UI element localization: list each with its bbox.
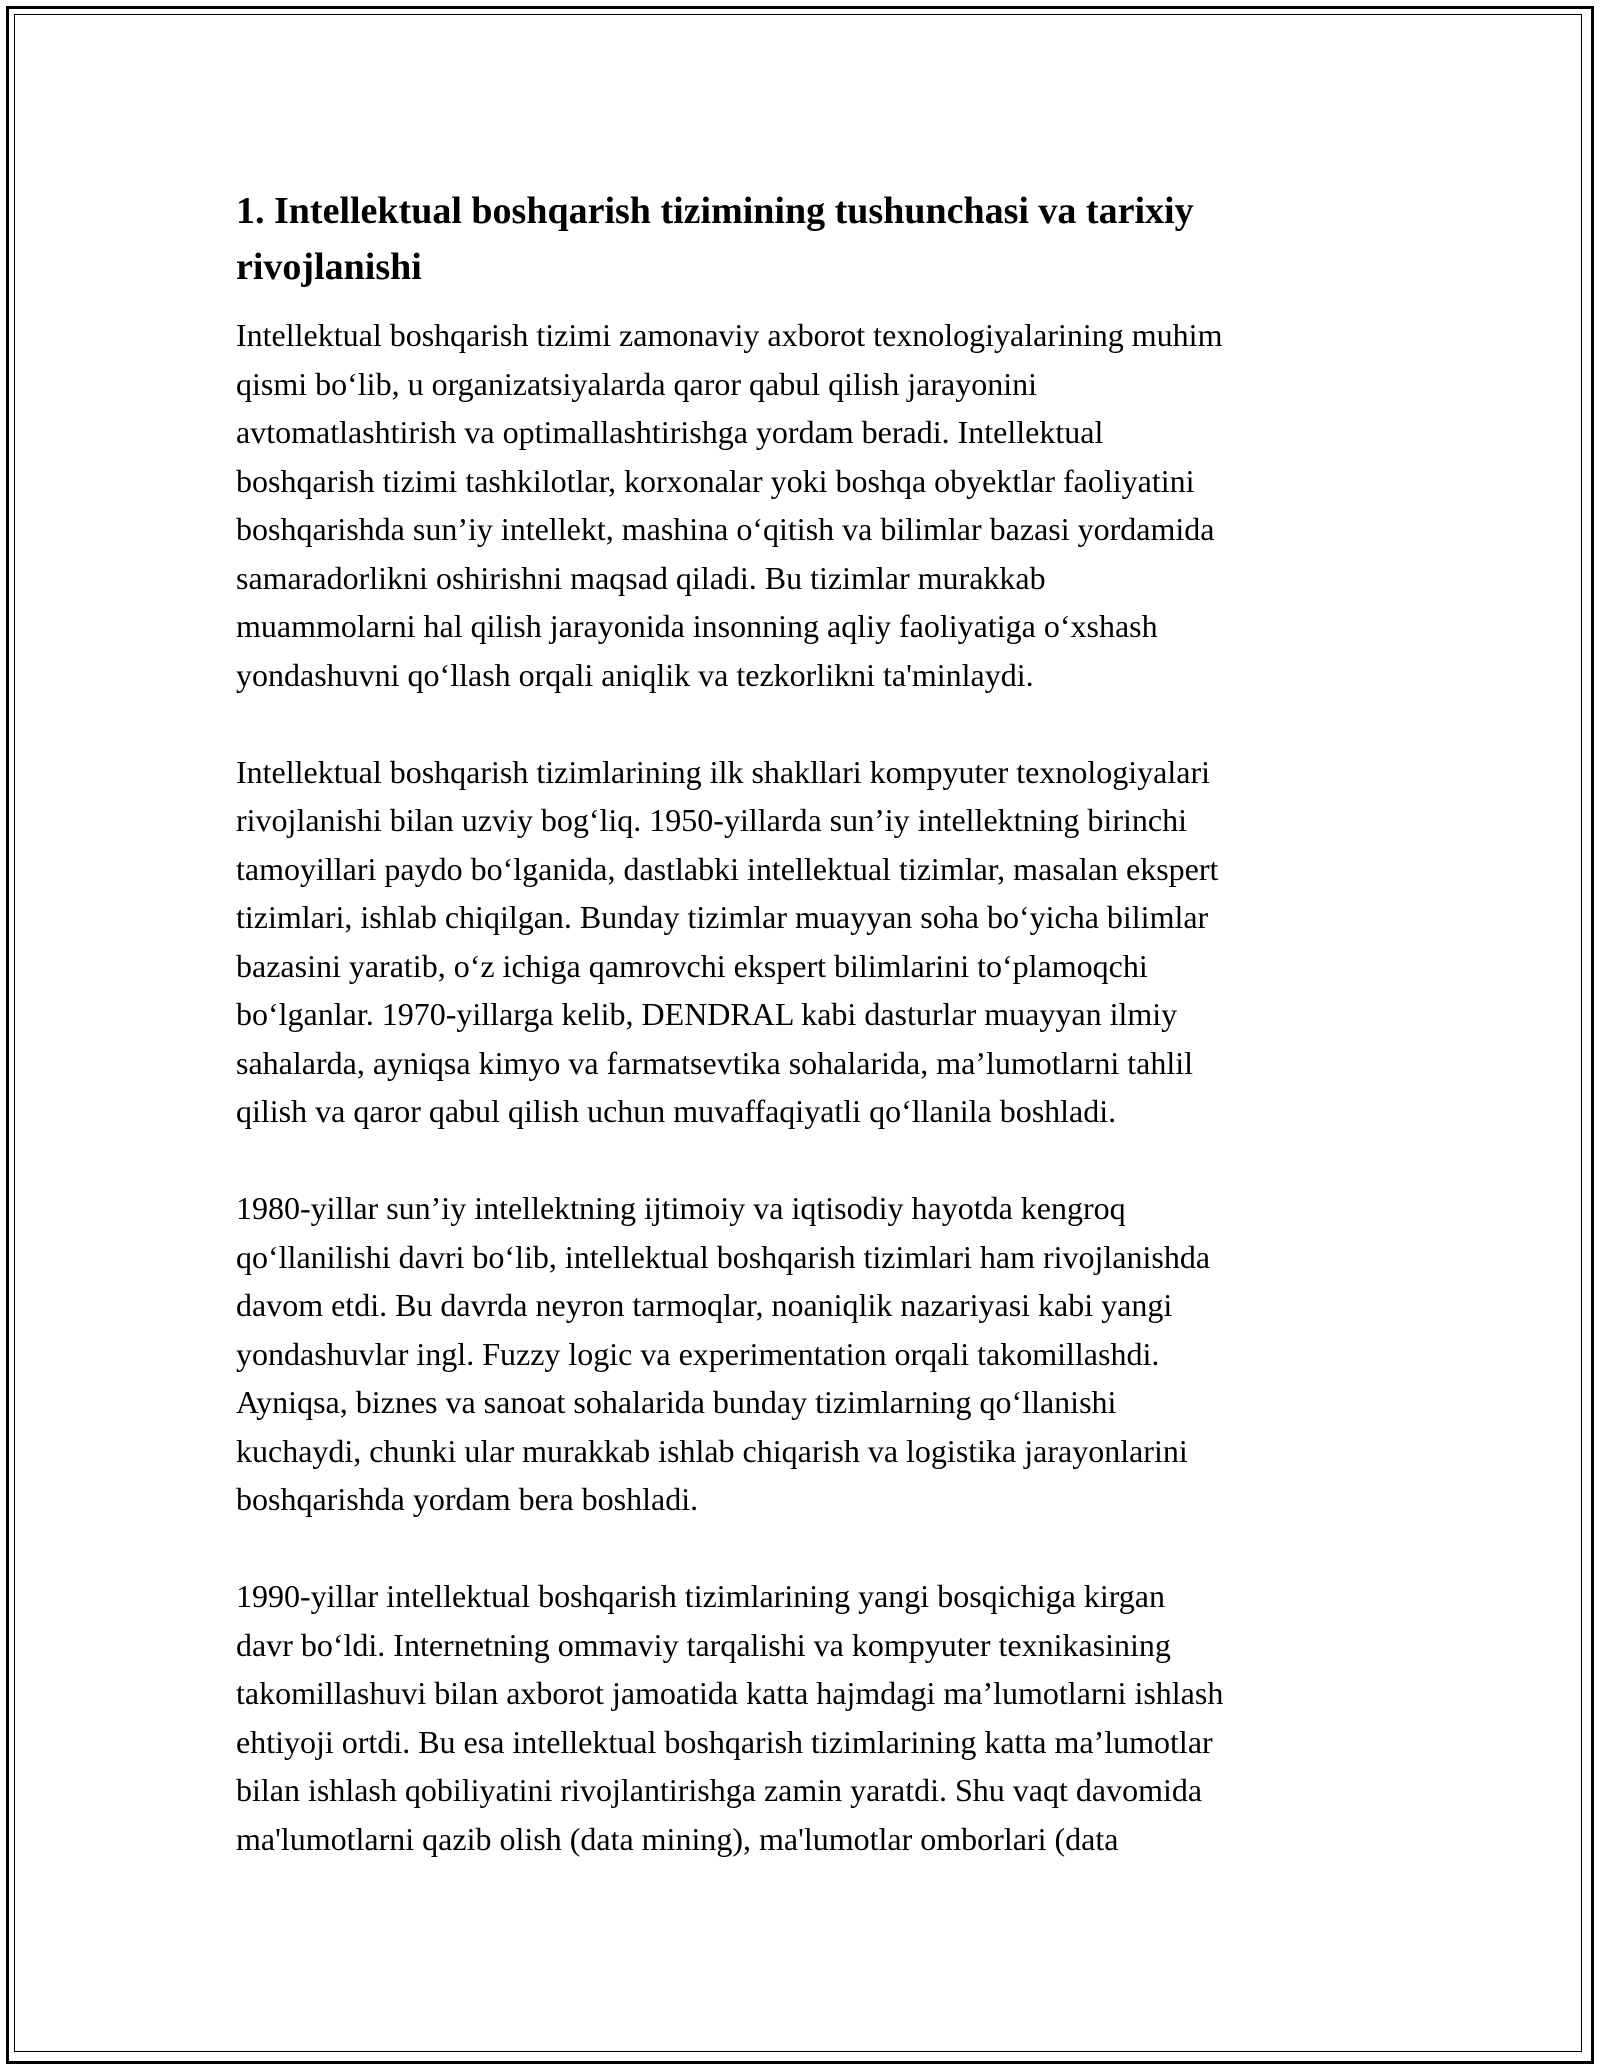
document-body [236, 183, 1376, 1863]
paragraph-1: Intellektual boshqarish tizimi zamonaviy axborot texnologiyalarining muhim qismi bo‘lib, u organizatsiyalarda qaror qabul qilish jarayonini avtomatlashtirish va optimallashtirishga yordam beradi. Intellektual boshqarish tizimi tashkilotlar, korxonalar yoki boshqa obyektlar faoliyatini boshqarishda sun’iy intellekt, mashina o‘qitish va bilimlar bazasi yordamida samaradorlikni oshirishni maqsad qiladi. Bu tizimlar murakkab muammolarni hal qilish jarayonida insonning aqliy faoliyatiga o‘xshash yondashuvni qo‘llash orqali aniqlik va tezkorlikni ta'minlaydi. [236, 317, 1223, 693]
paragraph-3: 1980-yillar sun’iy intellektning ijtimoiy va iqtisodiy hayotda kengroq qo‘llanilishi davri bo‘lib, intellektual boshqarish tizimlari ham rivojlanishda davom etdi. Bu davrda neyron tarmoqlar, noaniqlik nazariyasi kabi yangi yondashuvlar ingl. Fuzzy logic va experimentation orqali takomillashdi. Ayniqsa, biznes va sanoat sohalarida bunday tizimlarning qo‘llanishi kuchaydi, chunki ular murakkab ishlab chiqarish va logistika jarayonlarini boshqarishda yordam bera boshladi. [236, 1190, 1211, 1517]
paragraph-2: Intellektual boshqarish tizimlarining ilk shakllari kompyuter texnologiyalari rivojlanishi bilan uzviy bog‘liq. 1950-yillarda sun’iy intellektning birinchi tamoyillari paydo bo‘lganida, dastlabki intellektual tizimlar, masalan ekspert tizimlari, ishlab chiqilgan. Bunday tizimlar muayyan soha bo‘yicha bilimlar bazasini yaratib, o‘z ichiga qamrovchi ekspert bilimlarini to‘plamoqchi bo‘lganlar. 1970-yillarga kelib, DENDRAL kabi dasturlar muayyan ilmiy sahalarda, ayniqsa kimyo va farmatsevtika sohalarida, ma’lumotlarni tahlil qilish va qaror qabul qilish uchun muvaffaqiyatli qo‘llanila boshladi. [236, 753, 1219, 1129]
section-heading: 1. Intellektual boshqarish tizimining tushunchasi va tarixiy rivojlanishi [236, 190, 1194, 288]
paragraph-4: 1990-yillar intellektual boshqarish tizimlarining yangi bosqichiga kirgan davr bo‘ldi. Internetning ommaviy tarqalishi va kompyuter texnikasining takomillashuvi bilan axborot jamoatida katta hajmdagi ma’lumotlarni ishlash ehtiyoji ortdi. Bu esa intellektual boshqarish tizimlarining katta ma’lumotlar bilan ishlash qobiliyatini rivojlantirishga zamin yaratdi. Shu vaqt davomida ma'lumotlarni qazib olish (data mining), ma'lumotlar omborlari (data [236, 1578, 1224, 1857]
